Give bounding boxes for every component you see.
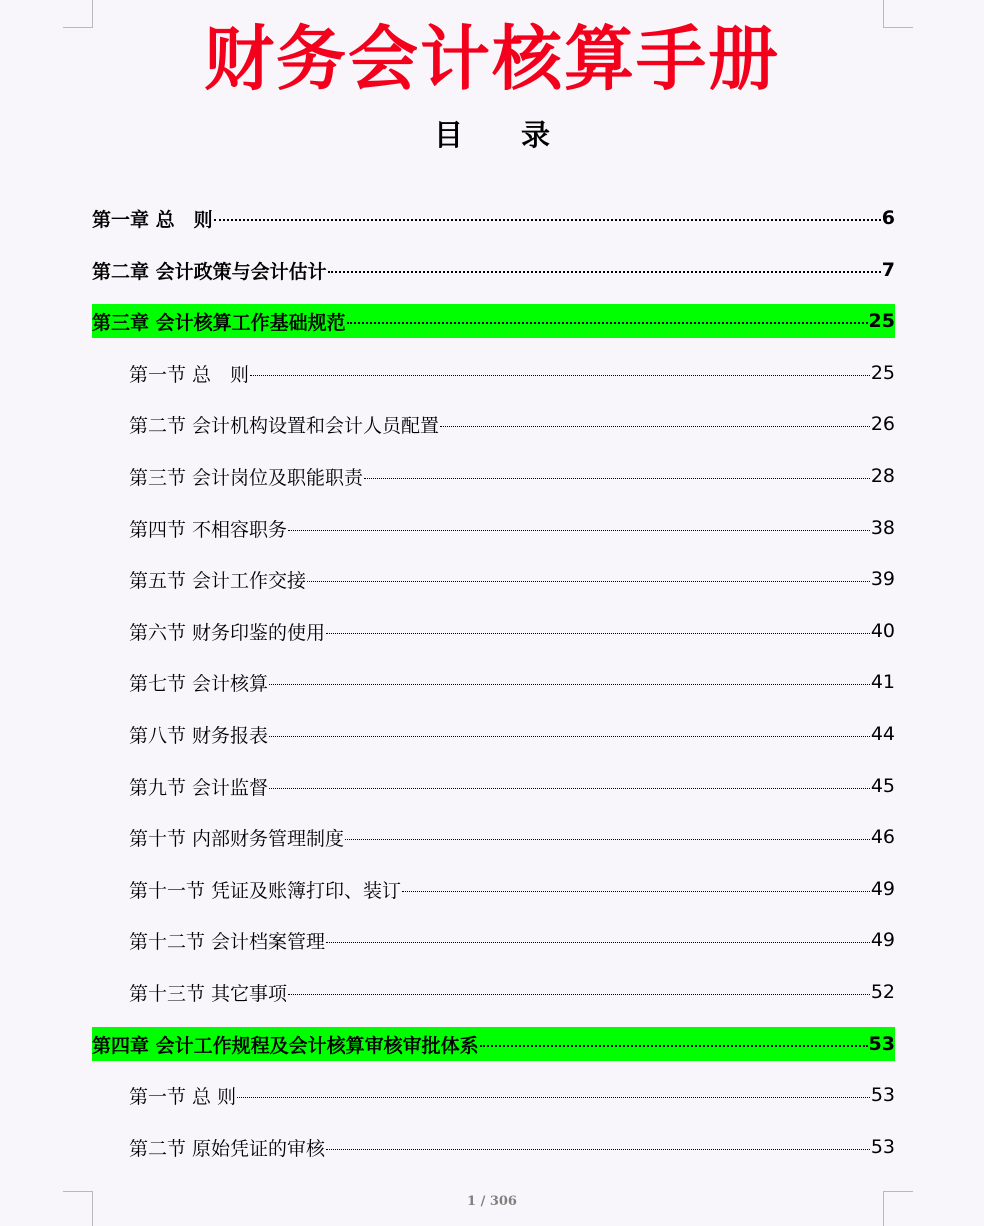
toc-section-entry[interactable]: [92, 1130, 895, 1164]
toc-entry-label: 第七节 会计核算: [129, 672, 269, 695]
toc-section-entry[interactable]: [92, 407, 895, 441]
toc-section-entry[interactable]: [92, 769, 895, 803]
toc-page-number: 25: [870, 362, 895, 384]
toc-dot-leader: [440, 426, 870, 427]
toc-heading: 目 录: [433, 118, 550, 152]
toc-dot-leader: [326, 942, 870, 943]
toc-section-entry[interactable]: [92, 511, 895, 545]
toc-section-entry[interactable]: [92, 975, 895, 1009]
toc-dot-leader: [214, 219, 881, 221]
toc-entry-label: 第二节 会计机构设置和会计人员配置: [129, 414, 440, 437]
toc-entry-label: 第二章 会计政策与会计估计: [92, 260, 327, 283]
toc-dot-leader: [269, 736, 870, 737]
toc-entry-label: 第三章 会计核算工作基础规范: [92, 311, 346, 334]
toc-entry-label: 第一节 总 则: [129, 1085, 237, 1108]
page-indicator: 1 / 306: [467, 1194, 517, 1209]
toc-entry-label: 第一章 总 则: [92, 208, 213, 231]
toc-section-entry[interactable]: [92, 562, 895, 596]
toc-entry-label: 第二节 原始凭证的审核: [129, 1137, 326, 1160]
toc-entry-label: 第六节 财务印鉴的使用: [129, 621, 326, 644]
toc-section-entry[interactable]: [92, 356, 895, 390]
toc-dot-leader: [288, 994, 870, 995]
toc-entry-label: 第四章 会计工作规程及会计核算审核审批体系: [92, 1034, 479, 1057]
toc-page-number: 28: [870, 465, 895, 487]
toc-chapter-entry[interactable]: [92, 253, 895, 287]
toc-dot-leader: [328, 271, 881, 273]
toc-dot-leader: [364, 478, 870, 479]
toc-page-number: 41: [870, 671, 895, 693]
toc-dot-leader: [326, 1149, 870, 1150]
toc-page-number: 40: [870, 620, 895, 642]
toc-entry-label: 第十二节 会计档案管理: [129, 930, 326, 953]
toc-chapter-entry[interactable]: [92, 1027, 895, 1061]
toc-page-number: 49: [870, 878, 895, 900]
toc-entry-label: 第八节 财务报表: [129, 724, 269, 747]
toc-chapter-entry[interactable]: [92, 201, 895, 235]
toc-dot-leader: [250, 375, 870, 376]
toc-page-number: 53: [870, 1084, 895, 1106]
toc-page-number: 45: [870, 775, 895, 797]
toc-entry-label: 第三节 会计岗位及职能职责: [129, 466, 364, 489]
toc-entry-label: 第十三节 其它事项: [129, 982, 288, 1005]
toc-page-number: 26: [870, 413, 895, 435]
toc-page-number: 53: [868, 1033, 895, 1055]
document-title: 财务会计核算手册: [204, 18, 780, 100]
toc-page-number: 25: [868, 310, 895, 332]
toc-page-number: 39: [870, 568, 895, 590]
toc-section-entry[interactable]: [92, 717, 895, 751]
toc-dot-leader: [307, 581, 870, 582]
toc-dot-leader: [326, 633, 870, 634]
toc-section-entry[interactable]: [92, 872, 895, 906]
toc-section-entry[interactable]: [92, 820, 895, 854]
toc-page-number: 38: [870, 517, 895, 539]
toc-entry-label: 第九节 会计监督: [129, 776, 269, 799]
toc-dot-leader: [345, 839, 870, 840]
toc-section-entry[interactable]: [92, 665, 895, 699]
toc-page-number: 49: [870, 929, 895, 951]
toc-section-entry[interactable]: [92, 1078, 895, 1112]
toc-dot-leader: [347, 322, 868, 324]
toc-dot-leader: [269, 788, 870, 789]
toc-dot-leader: [402, 891, 870, 892]
toc-section-entry[interactable]: [92, 923, 895, 957]
toc-page-number: 44: [870, 723, 895, 745]
toc-page-number: 7: [881, 259, 895, 281]
toc-page-number: 52: [870, 981, 895, 1003]
toc-dot-leader: [288, 530, 870, 531]
toc-section-entry[interactable]: [92, 614, 895, 648]
toc-chapter-entry[interactable]: [92, 304, 895, 338]
toc-entry-label: 第四节 不相容职务: [129, 518, 288, 541]
toc-entry-label: 第十节 内部财务管理制度: [129, 827, 345, 850]
toc-entry-label: 第五节 会计工作交接: [129, 569, 307, 592]
toc-page-number: 6: [881, 207, 895, 229]
toc-entry-label: 第十一节 凭证及账簿打印、装订: [129, 879, 402, 902]
toc-section-entry[interactable]: [92, 459, 895, 493]
toc-dot-leader: [237, 1097, 870, 1098]
toc-dot-leader: [269, 684, 870, 685]
toc-page-number: 53: [870, 1136, 895, 1158]
toc-entry-label: 第一节 总 则: [129, 363, 250, 386]
toc-dot-leader: [480, 1045, 868, 1047]
toc-page-number: 46: [870, 826, 895, 848]
